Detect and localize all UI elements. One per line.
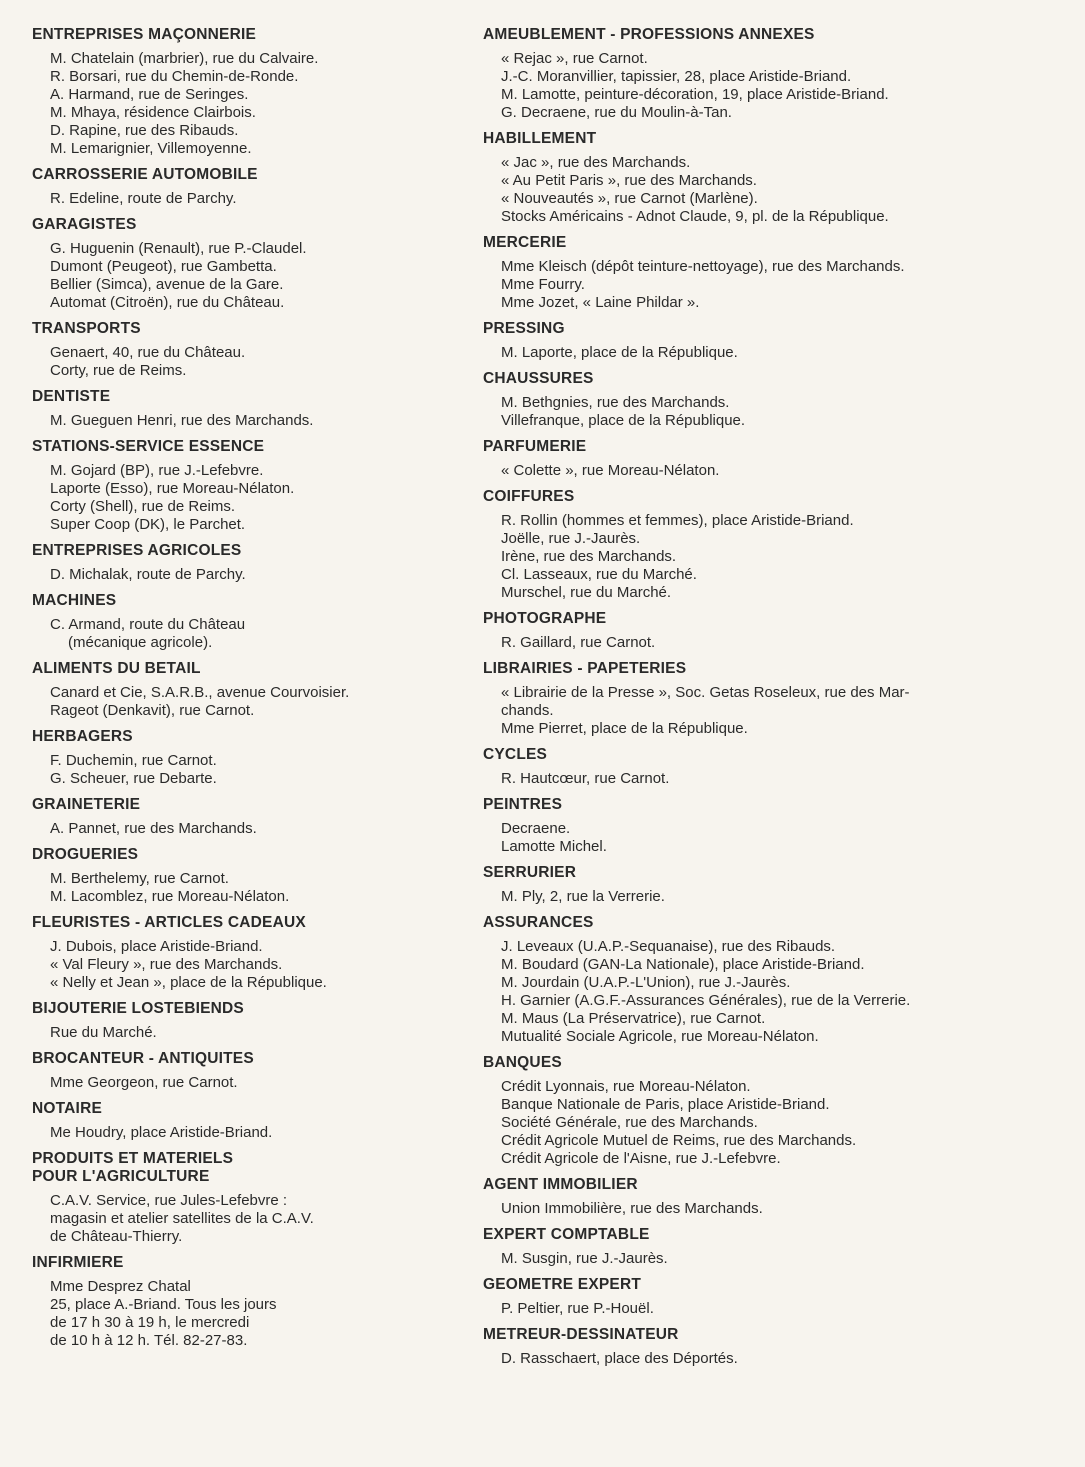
section-entries: [483, 634, 1063, 652]
listing-entry: « Jac », rue des Marchands.: [501, 154, 691, 171]
section-heading: DROGUERIES: [32, 846, 139, 863]
listing-entry: Mme Desprez Chatal: [50, 1278, 191, 1295]
listing-entry: Mme Kleisch (dépôt teinture-nettoyage), rue des Marchands.: [501, 258, 905, 275]
directory-section: [32, 542, 462, 584]
directory-section: [32, 320, 462, 380]
listing-entry: Murschel, rue du Marché.: [501, 584, 672, 601]
section-heading: STATIONS-SERVICE ESSENCE: [32, 438, 265, 455]
section-entries: [483, 462, 1063, 480]
listing-entry: Rue du Marché.: [50, 1024, 157, 1041]
section-entries: [32, 1024, 462, 1042]
listing-entry: Rageot (Denkavit), rue Carnot.: [50, 702, 255, 719]
section-entries: [32, 1192, 462, 1246]
listing-entry: G. Scheuer, rue Debarte.: [50, 770, 217, 787]
section-heading: CHAUSSURES: [483, 370, 594, 387]
section-entries: [483, 1350, 1063, 1368]
directory-section: [32, 26, 462, 158]
section-entries: [32, 566, 462, 584]
listing-entry: A. Harmand, rue de Seringes.: [50, 86, 249, 103]
section-heading: BIJOUTERIE LOSTEBIENDS: [32, 1000, 244, 1017]
section-heading: FLEURISTES - ARTICLES CADEAUX: [32, 914, 306, 931]
listing-entry: Crédit Agricole Mutuel de Reims, rue des Marchands.: [501, 1132, 857, 1149]
section-heading: PEINTRES: [483, 796, 563, 813]
listing-entry: Super Coop (DK), le Parchet.: [50, 516, 246, 533]
section-heading: LIBRAIRIES - PAPETERIES: [483, 660, 687, 677]
section-heading: CARROSSERIE AUTOMOBILE: [32, 166, 258, 183]
section-heading: AGENT IMMOBILIER: [483, 1176, 638, 1193]
section-entries: [483, 1078, 1063, 1168]
section-entries: [32, 240, 462, 312]
section-entries: [32, 344, 462, 380]
listing-entry: G. Decraene, rue du Moulin-à-Tan.: [501, 104, 732, 121]
listing-entry: de Château-Thierry.: [50, 1228, 183, 1245]
directory-section: [32, 914, 462, 992]
directory-section: [483, 1276, 1063, 1318]
directory-section: [483, 660, 1063, 738]
listing-entry: J. Leveaux (U.A.P.-Sequanaise), rue des Ribauds.: [501, 938, 836, 955]
section-heading: COIFFURES: [483, 488, 575, 505]
directory-section: [32, 846, 462, 906]
directory-section: [32, 216, 462, 312]
listing-entry: 25, place A.-Briand. Tous les jours: [50, 1296, 277, 1313]
section-heading: DENTISTE: [32, 388, 111, 405]
listing-entry: M. Maus (La Préservatrice), rue Carnot.: [501, 1010, 766, 1027]
listing-entry: Irène, rue des Marchands.: [501, 548, 677, 565]
section-heading: INFIRMIERE: [32, 1254, 124, 1271]
directory-section: [483, 610, 1063, 652]
section-entries: [32, 1124, 462, 1142]
listing-entry: Mutualité Sociale Agricole, rue Moreau-Nélaton.: [501, 1028, 819, 1045]
listing-entry: J. Dubois, place Aristide-Briand.: [50, 938, 263, 955]
listing-entry: « Nelly et Jean », place de la République.: [50, 974, 327, 991]
listing-entry: M. Gojard (BP), rue J.-Lefebvre.: [50, 462, 264, 479]
listing-entry: Mme Jozet, « Laine Phildar ».: [501, 294, 700, 311]
directory-section: [32, 660, 462, 720]
section-entries: [32, 462, 462, 534]
listing-entry: H. Garnier (A.G.F.-Assurances Générales), rue de la Verrerie.: [501, 992, 911, 1009]
section-entries: [32, 50, 462, 158]
directory-section: [32, 592, 462, 652]
section-heading: GEOMETRE EXPERT: [483, 1276, 642, 1293]
listing-entry: magasin et atelier satellites de la C.A.V.: [50, 1210, 314, 1227]
listing-entry: A. Pannet, rue des Marchands.: [50, 820, 257, 837]
section-heading: ENTREPRISES MAÇONNERIE: [32, 26, 257, 43]
section-entries: [32, 820, 462, 838]
directory-section: [32, 1050, 462, 1092]
listing-entry: R. Edeline, route de Parchy.: [50, 190, 237, 207]
directory-section: [32, 438, 462, 534]
listing-entry: Dumont (Peugeot), rue Gambetta.: [50, 258, 277, 275]
listing-entry: « Colette », rue Moreau-Nélaton.: [501, 462, 720, 479]
listing-entry: de 10 h à 12 h. Tél. 82-27-83.: [50, 1332, 248, 1349]
section-heading: SERRURIER: [483, 864, 577, 881]
listing-entry: P. Peltier, rue P.-Houël.: [501, 1300, 654, 1317]
section-heading: BANQUES: [483, 1054, 562, 1071]
directory-section: [32, 1100, 462, 1142]
listing-entry: « Nouveautés », rue Carnot (Marlène).: [501, 190, 758, 207]
listing-entry: C. Armand, route du Château: [50, 616, 246, 633]
listing-entry: M. Lamotte, peinture-décoration, 19, place Aristide-Briand.: [501, 86, 889, 103]
listing-entry: « Val Fleury », rue des Marchands.: [50, 956, 283, 973]
section-entries: [32, 870, 462, 906]
listing-entry: « Au Petit Paris », rue des Marchands.: [501, 172, 757, 189]
directory-section: [32, 1150, 462, 1246]
directory-section: [32, 388, 462, 430]
directory-section: [483, 26, 1063, 122]
listing-entry: M. Lacomblez, rue Moreau-Nélaton.: [50, 888, 290, 905]
listing-entry: D. Michalak, route de Parchy.: [50, 566, 246, 583]
directory-section: [483, 438, 1063, 480]
section-heading: NOTAIRE: [32, 1100, 102, 1117]
listing-entry: M. Lemarignier, Villemoyenne.: [50, 140, 252, 157]
listing-entry: Stocks Américains - Adnot Claude, 9, pl. de la République.: [501, 208, 889, 225]
section-entries: [483, 770, 1063, 788]
section-heading: PARFUMERIE: [483, 438, 587, 455]
directory-section: [483, 914, 1063, 1046]
section-heading: PHOTOGRAPHE: [483, 610, 607, 627]
listing-entry: « Rejac », rue Carnot.: [501, 50, 648, 67]
listing-entry: Me Houdry, place Aristide-Briand.: [50, 1124, 273, 1141]
section-heading: HERBAGERS: [32, 728, 133, 745]
listing-entry: M. Laporte, place de la République.: [501, 344, 738, 361]
listing-entry: Crédit Agricole de l'Aisne, rue J.-Lefebvre.: [501, 1150, 781, 1167]
listing-entry: Cl. Lasseaux, rue du Marché.: [501, 566, 697, 583]
section-entries: [483, 344, 1063, 362]
listing-entry: Joëlle, rue J.-Jaurès.: [501, 530, 641, 547]
directory-section: [483, 796, 1063, 856]
listing-entry: M. Gueguen Henri, rue des Marchands.: [50, 412, 314, 429]
directory-section: [483, 320, 1063, 362]
section-heading: PRESSING: [483, 320, 565, 337]
section-entries: [483, 820, 1063, 856]
section-entries: [483, 1200, 1063, 1218]
section-entries: [32, 938, 462, 992]
listing-entry: Banque Nationale de Paris, place Aristide-Briand.: [501, 1096, 830, 1113]
right-column: [483, 26, 1063, 1376]
section-entries: [483, 394, 1063, 430]
listing-entry: Villefranque, place de la République.: [501, 412, 746, 429]
section-heading: TRANSPORTS: [32, 320, 141, 337]
listing-entry: Union Immobilière, rue des Marchands.: [501, 1200, 763, 1217]
section-entries: [483, 258, 1063, 312]
listing-entry: Crédit Lyonnais, rue Moreau-Nélaton.: [501, 1078, 751, 1095]
section-entries: [32, 190, 462, 208]
directory-section: [483, 488, 1063, 602]
section-heading: CYCLES: [483, 746, 548, 763]
section-heading: METREUR-DESSINATEUR: [483, 1326, 679, 1343]
section-heading: HABILLEMENT: [483, 130, 597, 147]
section-heading: ASSURANCES: [483, 914, 594, 931]
directory-section: [483, 370, 1063, 430]
directory-section: [483, 1326, 1063, 1368]
section-entries: [32, 684, 462, 720]
listing-entry: Mme Fourry.: [501, 276, 585, 293]
directory-section: [483, 864, 1063, 906]
listing-entry: C.A.V. Service, rue Jules-Lefebvre :: [50, 1192, 288, 1209]
left-column: [32, 26, 462, 1358]
section-entries: [483, 1250, 1063, 1268]
section-heading: AMEUBLEMENT - PROFESSIONS ANNEXES: [483, 26, 815, 43]
section-heading: PRODUITS ET MATERIELS POUR L'AGRICULTURE: [32, 1150, 234, 1185]
directory-section: [483, 746, 1063, 788]
section-entries: [32, 616, 462, 652]
listing-entry: R. Gaillard, rue Carnot.: [501, 634, 656, 651]
section-heading: MERCERIE: [483, 234, 567, 251]
listing-entry: Corty (Shell), rue de Reims.: [50, 498, 236, 515]
listing-entry: M. Susgin, rue J.-Jaurès.: [501, 1250, 668, 1267]
section-entries: [483, 1300, 1063, 1318]
section-entries: [483, 684, 1063, 738]
directory-section: [32, 1254, 462, 1350]
section-heading: BROCANTEUR - ANTIQUITES: [32, 1050, 254, 1067]
listing-entry: R. Rollin (hommes et femmes), place Aristide-Briand.: [501, 512, 854, 529]
section-entries: [32, 752, 462, 788]
section-entries: [32, 1278, 462, 1350]
listing-entry: Decraene.: [501, 820, 571, 837]
listing-entry: Automat (Citroën), rue du Château.: [50, 294, 285, 311]
listing-entry: R. Hautcœur, rue Carnot.: [501, 770, 670, 787]
directory-section: [32, 1000, 462, 1042]
directory-section: [483, 1226, 1063, 1268]
directory-section: [32, 166, 462, 208]
listing-entry: Canard et Cie, S.A.R.B., avenue Courvoisier.: [50, 684, 350, 701]
listing-entry: Laporte (Esso), rue Moreau-Nélaton.: [50, 480, 295, 497]
listing-entry: Genaert, 40, rue du Château.: [50, 344, 246, 361]
listing-entry: M. Chatelain (marbrier), rue du Calvaire.: [50, 50, 319, 67]
listing-entry: de 17 h 30 à 19 h, le mercredi: [50, 1314, 250, 1331]
listing-entry: M. Bethgnies, rue des Marchands.: [501, 394, 730, 411]
directory-section: [32, 796, 462, 838]
listing-entry: F. Duchemin, rue Carnot.: [50, 752, 217, 769]
section-entries: [32, 412, 462, 430]
listing-entry: M. Ply, 2, rue la Verrerie.: [501, 888, 665, 905]
listing-entry: J.-C. Moranvillier, tapissier, 28, place Aristide-Briand.: [501, 68, 852, 85]
directory-section: [32, 728, 462, 788]
directory-section: [483, 1054, 1063, 1168]
section-entries: [483, 512, 1063, 602]
listing-entry: Mme Pierret, place de la République.: [501, 720, 748, 737]
listing-entry: M. Berthelemy, rue Carnot.: [50, 870, 229, 887]
section-heading: ENTREPRISES AGRICOLES: [32, 542, 242, 559]
section-entries: [483, 938, 1063, 1046]
section-heading: MACHINES: [32, 592, 117, 609]
section-heading: GRAINETERIE: [32, 796, 141, 813]
directory-section: [483, 234, 1063, 312]
listing-entry: M. Boudard (GAN-La Nationale), place Aristide-Briand.: [501, 956, 865, 973]
section-heading: ALIMENTS DU BETAIL: [32, 660, 201, 677]
section-heading: EXPERT COMPTABLE: [483, 1226, 650, 1243]
directory-section: [483, 1176, 1063, 1218]
listing-entry: M. Jourdain (U.A.P.-L'Union), rue J.-Jaurès.: [501, 974, 791, 991]
section-heading: GARAGISTES: [32, 216, 137, 233]
listing-entry: G. Huguenin (Renault), rue P.-Claudel.: [50, 240, 307, 257]
listing-entry: D. Rasschaert, place des Déportés.: [501, 1350, 738, 1367]
listing-entry: (mécanique agricole).: [68, 634, 213, 651]
section-entries: [483, 50, 1063, 122]
directory-section: [483, 130, 1063, 226]
listing-entry: M. Mhaya, résidence Clairbois.: [50, 104, 256, 121]
section-entries: [483, 888, 1063, 906]
section-entries: [32, 1074, 462, 1092]
listing-entry: Lamotte Michel.: [501, 838, 607, 855]
listing-entry: D. Rapine, rue des Ribauds.: [50, 122, 239, 139]
listing-entry: Société Générale, rue des Marchands.: [501, 1114, 758, 1131]
section-entries: [483, 154, 1063, 226]
listing-entry: R. Borsari, rue du Chemin-de-Ronde.: [50, 68, 299, 85]
listing-entry: Bellier (Simca), avenue de la Gare.: [50, 276, 284, 293]
listing-entry: Corty, rue de Reims.: [50, 362, 187, 379]
listing-entry: « Librairie de la Presse », Soc. Getas Roseleux, rue des Mar- chands.: [501, 684, 910, 719]
listing-entry: Mme Georgeon, rue Carnot.: [50, 1074, 238, 1091]
